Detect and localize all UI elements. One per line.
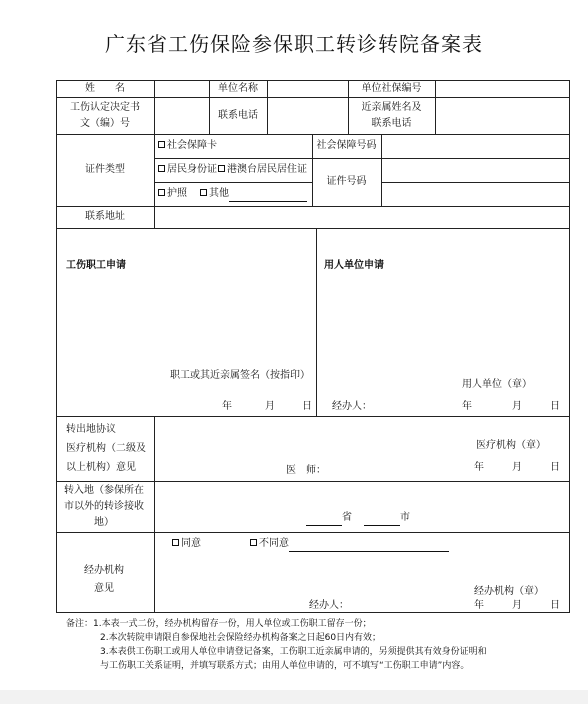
checkbox-icon	[158, 165, 165, 172]
injury-doc-field[interactable]	[154, 97, 209, 134]
employer-handler-label: 经办人：	[332, 401, 372, 412]
checkbox-icon	[250, 539, 257, 546]
agency-handler-label: 经办人：	[309, 600, 349, 611]
cert-no-field-1[interactable]	[381, 158, 570, 182]
note-line-4: 与工伤职工关系证明，并填写联系方式；由用人单位申请的，可不填写“工伤职工申请”内容。	[100, 661, 470, 671]
doctor-label: 医 师：	[286, 465, 326, 476]
province-blank[interactable]	[306, 511, 342, 526]
agency-opinion-label: 经办机构 意见	[84, 565, 124, 594]
other-cert-blank[interactable]	[229, 189, 307, 202]
note-line-3: 3.本表供工伤职工或用人单位申请登记备案，工伤职工近亲属申请的，另须提供其有效身份证明和	[100, 647, 487, 657]
worker-signature-label: 职工或其近亲属签名（按指印）	[170, 370, 310, 381]
agency-date-month: 月	[512, 600, 522, 611]
worker-date-year: 年	[222, 401, 232, 412]
hospital-date-month: 月	[512, 462, 522, 473]
employer-date-month: 月	[512, 401, 522, 412]
checkbox-icon	[200, 189, 207, 196]
disagree-reason-blank[interactable]	[289, 539, 449, 552]
employer-seal-label: 用人单位（章）	[462, 379, 532, 390]
checkbox-icon	[158, 189, 165, 196]
worker-application-title: 工伤职工申请	[66, 260, 126, 271]
transfer-in-label: 转入地（参保所在 市以外的转诊接收 地）	[64, 485, 144, 528]
relative-contact-field[interactable]	[435, 97, 570, 134]
contact-phone-field[interactable]	[267, 97, 348, 134]
cert-no-label: 证件号码	[326, 176, 367, 187]
transfer-in-province[interactable]: 省	[306, 510, 352, 526]
social-card-no-field[interactable]	[381, 134, 570, 158]
employer-application-title: 用人单位申请	[324, 260, 384, 271]
option-social-card[interactable]: 社会保障卡	[158, 138, 217, 154]
hospital-date-year: 年	[474, 462, 484, 473]
form-title: 广东省工伤保险参保职工转诊转院备案表	[105, 32, 483, 56]
agency-date-year: 年	[474, 600, 484, 611]
unit-insurance-no-label: 单位社保编号	[361, 82, 422, 94]
option-passport[interactable]: 护照	[158, 186, 187, 202]
option-agree[interactable]: 同意	[172, 536, 201, 552]
name-field[interactable]	[154, 80, 209, 97]
address-field[interactable]	[154, 206, 570, 228]
option-resident-id[interactable]: 居民身份证	[158, 162, 217, 178]
checkbox-icon	[158, 141, 165, 148]
checkbox-icon	[172, 539, 179, 546]
hospital-date-day: 日	[550, 462, 560, 473]
employer-date-day: 日	[550, 401, 560, 412]
worker-date-day: 日	[302, 401, 312, 412]
hospital-seal-label: 医疗机构（章）	[476, 440, 546, 451]
unit-name-field[interactable]	[267, 80, 348, 97]
agency-date-day: 日	[550, 600, 560, 611]
transfer-in-city[interactable]: 市	[364, 510, 410, 526]
option-hk-macau-permit[interactable]: 港澳台居民居住证	[218, 162, 307, 178]
transfer-out-label: 转出地协议 医疗机构（二级及 以上机构）意见	[66, 424, 146, 473]
social-card-no-label: 社会保障号码	[316, 140, 377, 151]
contact-phone-label: 联系电话	[218, 109, 258, 121]
worker-date-month: 月	[265, 401, 275, 412]
option-disagree[interactable]: 不同意	[250, 536, 449, 552]
relative-contact-label: 近亲属姓名及 联系电话	[361, 101, 422, 129]
unit-name-label: 单位名称	[218, 82, 258, 94]
cert-no-field-2[interactable]	[381, 182, 570, 206]
form-notes	[66, 617, 487, 673]
employer-date-year: 年	[462, 401, 472, 412]
note-line-1: 备注：1.本表一式二份，经办机构留存一份，用人单位或工伤职工留存一份；	[66, 619, 372, 629]
name-label: 姓 名	[85, 82, 125, 94]
injury-doc-label: 工伤认定决定书 文（编）号	[70, 101, 140, 129]
agency-seal-label: 经办机构（章）	[474, 586, 544, 597]
note-line-2: 2.本次转院申请限自参保地社会保险经办机构备案之日起60日内有效；	[100, 633, 382, 643]
address-label: 联系地址	[85, 211, 125, 222]
checkbox-icon	[218, 165, 225, 172]
city-blank[interactable]	[364, 511, 400, 526]
unit-insurance-no-field[interactable]	[435, 80, 570, 97]
option-other[interactable]: 其他	[200, 186, 307, 202]
cert-type-label: 证件类型	[85, 164, 125, 175]
